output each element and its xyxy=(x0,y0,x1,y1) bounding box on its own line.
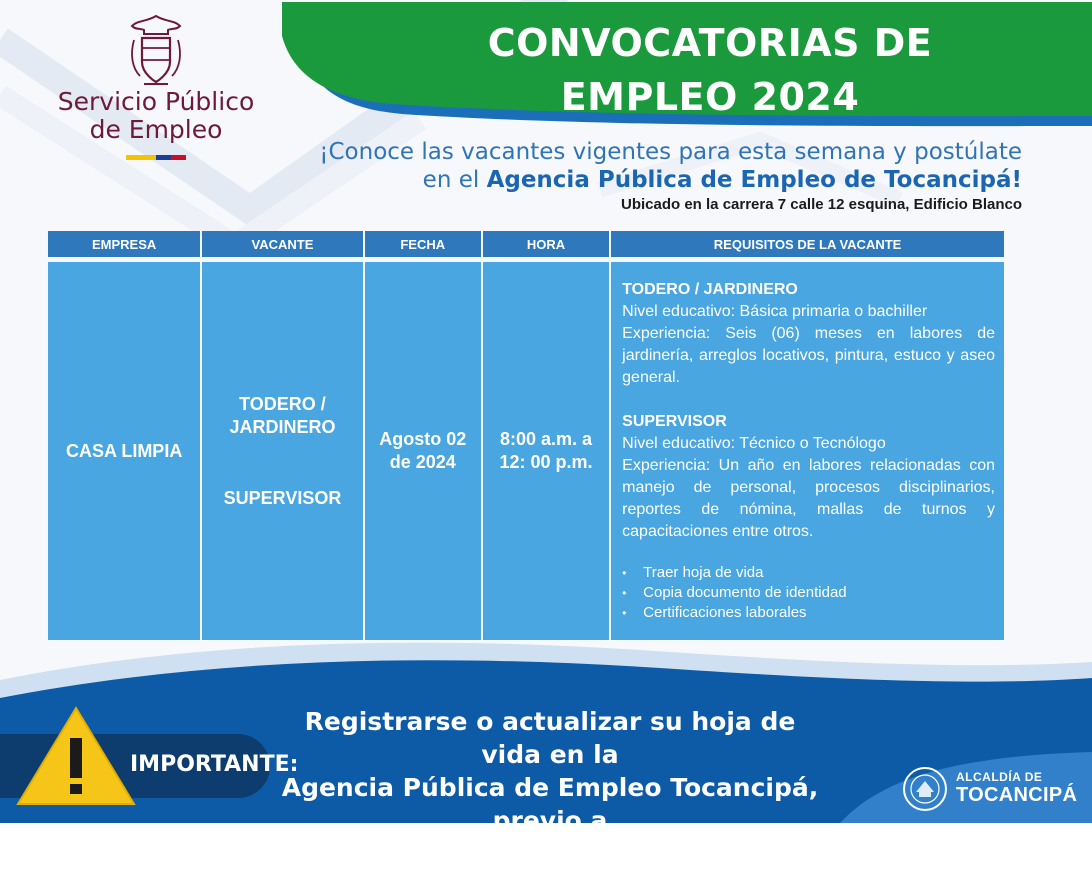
table-header-row xyxy=(48,231,1004,257)
title-line-2: EMPLEO 2024 xyxy=(560,75,860,119)
vacancies-table xyxy=(46,229,1006,642)
cell-fecha xyxy=(365,262,481,640)
notice-line-3: la fecha de la convocatoria. xyxy=(355,839,745,868)
req-job1-exp: Experiencia: Seis (06) meses en labores de jardinería, arreglos locativos, pintura, estuco y aseo general. xyxy=(622,325,995,386)
warning-icon xyxy=(14,704,138,808)
servicio-publico-logo xyxy=(40,14,272,164)
address: Ubicado en la carrera 7 calle 12 esquina, Edificio Blanco xyxy=(621,196,1022,213)
page-title xyxy=(360,16,1060,124)
fecha-line-2: de 2024 xyxy=(389,452,456,472)
alcaldia-logo xyxy=(876,754,1078,822)
cell-requisitos xyxy=(611,262,1004,640)
header-vacante: VACANTE xyxy=(202,231,362,257)
fecha-line-1: Agosto 02 xyxy=(379,429,467,449)
cell-empresa: CASA LIMPIA xyxy=(48,262,200,640)
logo-line-2: de Empleo xyxy=(89,115,223,144)
header-hora: HORA xyxy=(483,231,609,257)
req-bullet-list xyxy=(622,563,995,623)
subtitle xyxy=(319,138,1022,194)
subtitle-line-2 xyxy=(319,166,1022,194)
req-job2-edu: Nivel educativo: Técnico o Tecnólogo xyxy=(622,435,886,452)
list-item: • Traer hoja de vida xyxy=(622,563,995,583)
cell-hora xyxy=(483,262,609,640)
vacante-2: SUPERVISOR xyxy=(223,487,342,508)
hora-line-2: 12: 00 p.m. xyxy=(499,452,593,472)
coat-of-arms-icon xyxy=(124,14,188,88)
alcaldia-big-text: TOCANCIPÁ xyxy=(956,784,1078,806)
req-job2-title: SUPERVISOR xyxy=(622,413,727,430)
req-job2-exp: Experiencia: Un año en labores relacionadas con manejo de personal, procesos disciplinarios, reportes de nómina, mallas de turnos y capacitaciones entre otros. xyxy=(622,457,995,540)
subtitle-prefix: en el xyxy=(422,167,487,193)
alcaldia-small-text: ALCALDÍA DE xyxy=(956,770,1043,784)
cell-vacante xyxy=(202,262,362,640)
req-job1-edu: Nivel educativo: Básica primaria o bachiller xyxy=(622,303,928,320)
list-item: • Copia documento de identidad xyxy=(622,583,995,603)
list-item: • Certificaciones laborales xyxy=(622,603,995,623)
notice-line-2: Agencia Pública de Empleo Tocancipá, previo a xyxy=(281,773,819,835)
logo-text xyxy=(40,88,272,144)
header-empresa: EMPRESA xyxy=(48,231,200,257)
header-requisitos: REQUISITOS DE LA VACANTE xyxy=(611,231,1004,257)
vacante-1: TODERO / xyxy=(239,393,326,414)
important-label: IMPORTANTE: xyxy=(130,752,299,777)
title-line-1: CONVOCATORIAS DE xyxy=(487,21,933,65)
table-spacer xyxy=(48,259,1004,260)
vacante-1b: JARDINERO xyxy=(229,416,336,437)
logo-line-1: Servicio Público xyxy=(57,87,255,116)
header-fecha: FECHA xyxy=(365,231,481,257)
municipal-seal-icon xyxy=(902,766,948,812)
table-row xyxy=(48,262,1004,640)
hora-line-1: 8:00 a.m. a xyxy=(499,429,593,449)
notice-text xyxy=(280,705,820,870)
colombia-flag-bar xyxy=(126,155,186,160)
subtitle-agency: Agencia Pública de Empleo de Tocancipá! xyxy=(486,167,1022,193)
req-job1-title: TODERO / JARDINERO xyxy=(622,281,798,298)
notice-line-1: Registrarse o actualizar su hoja de vida en la xyxy=(304,707,796,769)
subtitle-line-1: ¡Conoce las vacantes vigentes para esta semana y postúlate xyxy=(319,139,1022,165)
